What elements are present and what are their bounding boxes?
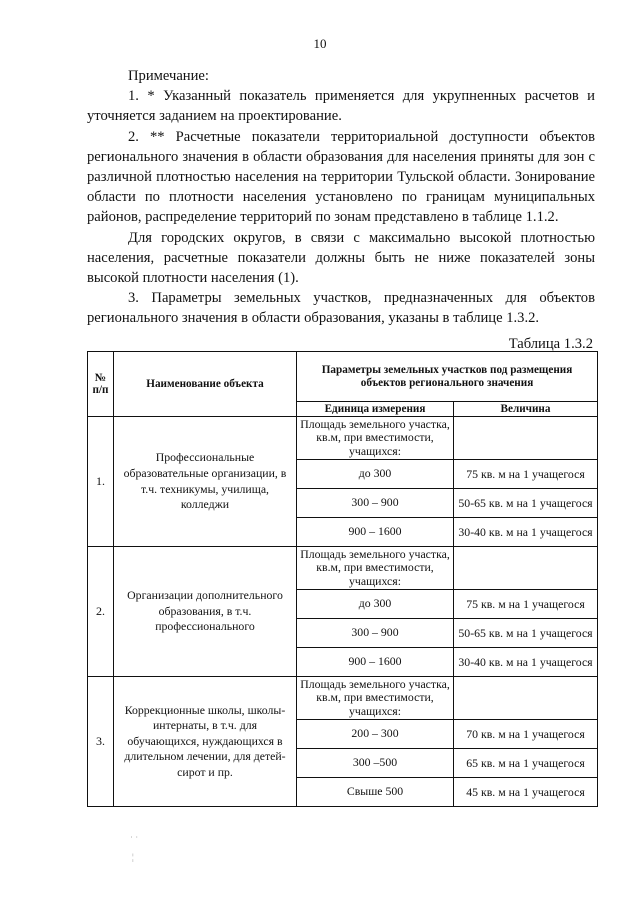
notes-heading: Примечание: — [128, 68, 209, 84]
area-value: 50-65 кв. м на 1 учащегося — [454, 619, 598, 648]
area-value: 30-40 кв. м на 1 учащегося — [454, 648, 598, 677]
capacity-range: 900 – 1600 — [297, 518, 454, 547]
header-unit: Единица измерения — [297, 402, 454, 417]
note-2: 2. ** Расчетные показатели территориальной доступности объектов регионального значения в области образования для населения приняты для зон с различной плотностью населения на территории Тульской области. Зонирование области по плотности населения установлено по границам муниципальных районов, распределение территорий по зонам представлено в таблице 1.1.2. — [87, 128, 595, 226]
area-value: 75 кв. м на 1 учащегося — [454, 590, 598, 619]
table-row — [88, 417, 598, 460]
empty-cell — [454, 677, 598, 720]
empty-cell — [454, 417, 598, 460]
header-params: Параметры земельных участков под размещения объектов регионального значения — [297, 352, 598, 402]
area-value: 45 кв. м на 1 учащегося — [454, 778, 598, 807]
object-name: Организации дополнительного образования, в т.ч. профессионального — [114, 547, 297, 677]
row-number: 3. — [88, 677, 114, 807]
scan-artifact: ˙ ˙ — [130, 835, 139, 845]
notes-section — [87, 66, 595, 329]
header-name: Наименование объекта — [114, 352, 297, 417]
area-value: 50-65 кв. м на 1 учащегося — [454, 489, 598, 518]
table-row — [88, 677, 598, 720]
capacity-range: до 300 — [297, 590, 454, 619]
capacity-range: 300 –500 — [297, 749, 454, 778]
land-parameters-table — [87, 351, 598, 807]
object-name: Профессиональные образовательные организации, в т.ч. техникумы, училища, колледжи — [114, 417, 297, 547]
row-number: 2. — [88, 547, 114, 677]
capacity-range: 900 – 1600 — [297, 648, 454, 677]
area-label: Площадь земельного участка, кв.м, при вместимости, учащихся: — [297, 677, 454, 720]
capacity-range: 200 – 300 — [297, 720, 454, 749]
header-value: Величина — [454, 402, 598, 417]
row-number: 1. — [88, 417, 114, 547]
note-1: 1. * Указанный показатель применяется для укрупненных расчетов и уточняется заданием на проектирование. — [87, 88, 595, 125]
header-num: № п/п — [88, 352, 114, 417]
note-2-continuation: Для городских округов, в связи с максимально высокой плотностью населения, расчетные показатели должны быть не ниже показателей зоны высокой плотности населения (1). — [87, 229, 595, 287]
empty-cell — [454, 547, 598, 590]
capacity-range: 300 – 900 — [297, 619, 454, 648]
table-header-row — [88, 352, 598, 402]
area-value: 30-40 кв. м на 1 учащегося — [454, 518, 598, 547]
note-3: 3. Параметры земельных участков, предназначенных для объектов регионального значения в области образования, указаны в таблице 1.3.2. — [87, 290, 595, 327]
area-value: 75 кв. м на 1 учащегося — [454, 460, 598, 489]
page-number: 10 — [313, 36, 327, 51]
capacity-range: Свыше 500 — [297, 778, 454, 807]
area-value: 65 кв. м на 1 учащегося — [454, 749, 598, 778]
scan-artifact: ¦ — [132, 852, 134, 862]
capacity-range: до 300 — [297, 460, 454, 489]
object-name: Коррекционные школы, школы-интернаты, в т.ч. для обучающихся, нуждающихся в длительном лечении, для детей-сирот и пр. — [114, 677, 297, 807]
area-value: 70 кв. м на 1 учащегося — [454, 720, 598, 749]
table-row — [88, 547, 598, 590]
area-label: Площадь земельного участка, кв.м, при вместимости, учащихся: — [297, 547, 454, 590]
capacity-range: 300 – 900 — [297, 489, 454, 518]
table-caption: Таблица 1.3.2 — [508, 336, 593, 352]
area-label: Площадь земельного участка, кв.м, при вместимости, учащихся: — [297, 417, 454, 460]
